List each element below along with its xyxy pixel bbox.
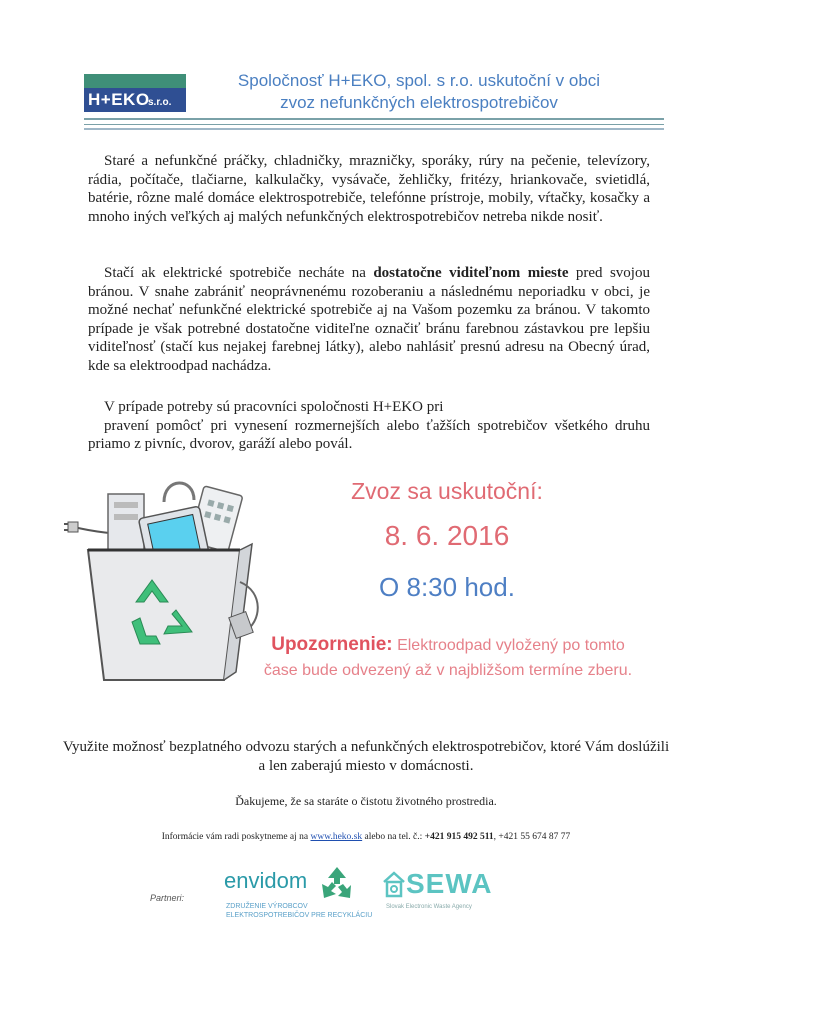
contact-info: [60, 832, 672, 842]
collection-date: 8. 6. 2016: [384, 520, 510, 551]
website-link[interactable]: www.heko.sk: [310, 832, 363, 842]
info-middle: alebo na tel. č.:: [362, 832, 425, 842]
warning-lead: Upozornenie:: [271, 634, 393, 655]
phone-secondary: , +421 55 674 87 77: [493, 832, 571, 842]
sewa-house-icon: [382, 870, 406, 898]
heko-logo: [84, 74, 186, 112]
closing-message: Využite možnosť bezplatného odvozu starých a nefunkčných elektrospotrebičov, ktoré Vám doslúžili a len zaberajú miesto v domácnosti.: [62, 739, 670, 774]
paragraph-3-line-1: V prípade potreby sú pracovníci spoločnosti H+EKO pri: [104, 399, 444, 415]
header-rule: [84, 128, 664, 130]
header-rule: [84, 118, 664, 120]
logo-text: H+EKO: [88, 90, 150, 109]
paragraph-appliances: [88, 152, 650, 226]
envidom-subtitle: [226, 902, 372, 920]
sewa-subtitle: Slovak Electronic Waste Agency: [386, 904, 472, 910]
thanks-message: Ďakujeme, že sa staráte o čistotu životného prostredia.: [235, 794, 497, 808]
paragraph-1-text: Staré a nefunkčné práčky, chladničky, mrazničky, sporáky, rúry na pečenie, televízory, rádia, počítače, tlačiarne, kalkulačky, vysávače, žehličky, fritézy, hriankovače, svietidlá, batérie, rôzne malé domáce elektrospotrebiče, telefónne prístroje, mobily, vŕtačky, kosačky a mnoho iných veľkých aj malých nefunkčných elektrospotrebičov netreba nikde nosiť.: [88, 153, 650, 225]
warning-notice: [258, 632, 638, 683]
logo-suffix: s.r.o.: [148, 97, 172, 108]
envidom-logo-text: envidom: [224, 868, 308, 893]
title-line-2: zvoz nefunkčných elektrospotrebičov: [280, 93, 558, 112]
sewa-logo-text: SEWA: [406, 868, 493, 899]
logo-green-band: [84, 74, 186, 88]
envidom-sub-line-2: ELEKTROSPOTREBIČOV PRE RECYKLÁCIU: [226, 912, 373, 919]
envidom-sub-line-1: ZDRUŽENIE VÝROBCOV: [226, 903, 308, 910]
paragraph-3-rest: pravení pomôcť pri vynesení rozmernejších alebo ťažších spotrebičov všetkého druhu priamo z pivníc, dvorov, garáží alebo povál.: [88, 417, 650, 452]
page-title: [196, 70, 642, 114]
paragraph-2-after: pred svojou bránou. V snahe zabrániť neoprávnenému rozoberaniu a následnému neporiadku v obci, je možné nechať nefunkčné elektrické spotrebiče aj na Vašom pozemku za bránou. V takomto prípade je však potrebné dostatočne viditeľne označiť bránu farebnou zástavkou pre lepšiu viditeľnosť (stačí kus nejakej farebnej látky), alebo nahlásiť presnú adresu na Obecný úrad, kde sa elektroodpad nachádza.: [88, 265, 650, 374]
collection-heading: Zvoz sa uskutoční:: [351, 478, 543, 504]
envidom-recycle-icon: [318, 864, 356, 902]
header-rule: [84, 124, 664, 125]
paragraph-2-before: Stačí ak elektrické spotrebiče necháte na: [104, 265, 374, 281]
phone-primary: +421 915 492 511: [424, 832, 494, 842]
title-line-1: Spoločnosť H+EKO, spol. s r.o. uskutoční v obci: [237, 71, 601, 90]
partners-label: Partneri:: [150, 893, 185, 903]
paragraph-2-bold: dostatočne viditeľnom mieste: [373, 265, 569, 281]
collection-time: O 8:30 hod.: [379, 572, 515, 602]
recycle-bin-illustration: [64, 472, 264, 694]
info-before: Informácie vám radi poskytneme aj na: [161, 832, 311, 842]
paragraph-assistance: [88, 398, 650, 454]
warning-text: Elektroodpad vyložený po tomto čase bude odvezený až v najbližšom termíne zberu.: [263, 637, 633, 679]
paragraph-placement: [88, 264, 650, 375]
